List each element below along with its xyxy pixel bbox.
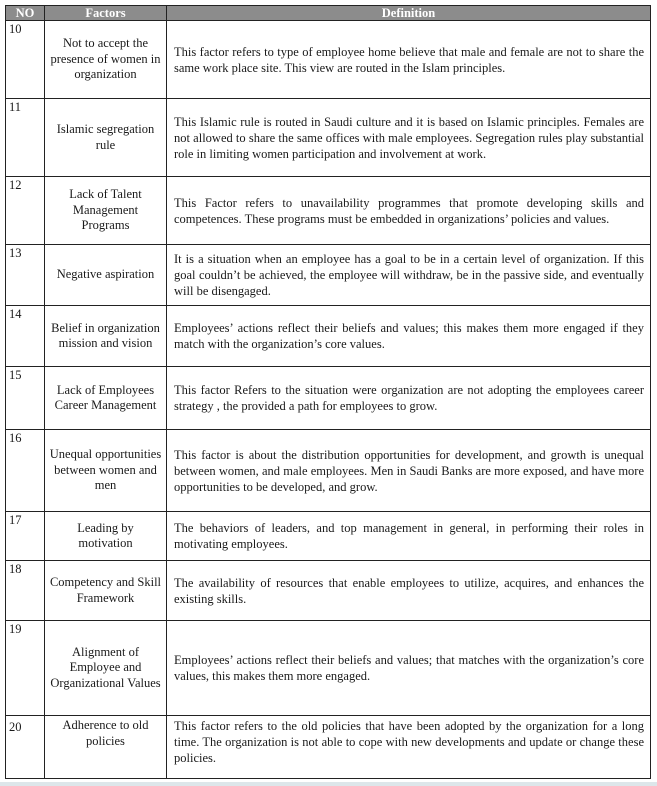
factor-name: Lack of Employees Career Management [45,367,167,430]
factor-name: Negative aspiration [45,245,167,306]
header-definition: Definition [167,6,651,21]
factor-definition: It is a situation when an employee has a goal to be in a certain level of organization. If this goal couldn’t be achieved, the employee will withdraw, be in the passive side, and eventually will be disengaged. [167,245,651,306]
row-number: 13 [6,245,45,306]
factor-definition: This Factor refers to unavailability programmes that promote developing skills and competences. These programs must be embedded in organizations’ policies and values. [167,177,651,245]
factor-definition: This factor refers to type of employee home believe that male and female are not to share the same work place site. This view are routed in the Islam principles. [167,21,651,99]
factor-definition: This factor Refers to the situation were organization are not adopting the employees career strategy , the provided a path for employees to grow. [167,367,651,430]
factor-definition: Employees’ actions reflect their beliefs and values; this makes them more engaged if they match with the organization’s core values. [167,306,651,367]
row-number: 18 [6,561,45,621]
factor-definition: The behaviors of leaders, and top management in general, in performing their roles in motivating employees. [167,512,651,561]
table-row [6,716,651,779]
factor-name: Unequal opportunities between women and men [45,430,167,512]
factor-definition: This Islamic rule is routed in Saudi culture and it is based on Islamic principles. Females are not allowed to share the same offices with male employees. Segregation rules play substantial role in limiting women participation and involvement at work. [167,99,651,177]
factor-definition: This factor is about the distribution opportunities for development, and growth is unequal between women, and male employees. Men in Saudi Banks are more exposed, and have more opportunities to be developed, and grow. [167,430,651,512]
table-row [6,512,651,561]
factor-name: Islamic segregation rule [45,99,167,177]
row-number: 10 [6,21,45,99]
factor-name: Lack of Talent Management Programs [45,177,167,245]
table-row [6,99,651,177]
table-row [6,367,651,430]
table-row [6,21,651,99]
factor-name: Belief in organization mission and vision [45,306,167,367]
header-factors: Factors [45,6,167,21]
row-number: 11 [6,99,45,177]
table-row [6,561,651,621]
row-number: 19 [6,621,45,716]
table-row [6,306,651,367]
factor-definition: The availability of resources that enable employees to utilize, acquires, and enhances the existing skills. [167,561,651,621]
table-row [6,245,651,306]
row-number: 17 [6,512,45,561]
table-row [6,621,651,716]
row-number: 20 [6,716,45,779]
factor-name: Adherence to old policies [45,716,167,779]
row-number: 14 [6,306,45,367]
factors-table [5,5,651,779]
table-row [6,430,651,512]
bottom-edge-strip [0,782,657,786]
header-row [6,6,651,21]
row-number: 15 [6,367,45,430]
factor-definition: This factor refers to the old policies that have been adopted by the organization for a long time. The organization is not able to cope with new developments and update or change these policies. [167,716,651,779]
factor-name: Not to accept the presence of women in organization [45,21,167,99]
factor-name: Alignment of Employee and Organizational Values [45,621,167,716]
row-number: 12 [6,177,45,245]
factor-definition: Employees’ actions reflect their beliefs and values; that matches with the organization’s core values, this makes them more engaged. [167,621,651,716]
factor-name: Competency and Skill Framework [45,561,167,621]
table-row [6,177,651,245]
factor-name: Leading by motivation [45,512,167,561]
row-number: 16 [6,430,45,512]
header-no: NO [6,6,45,21]
